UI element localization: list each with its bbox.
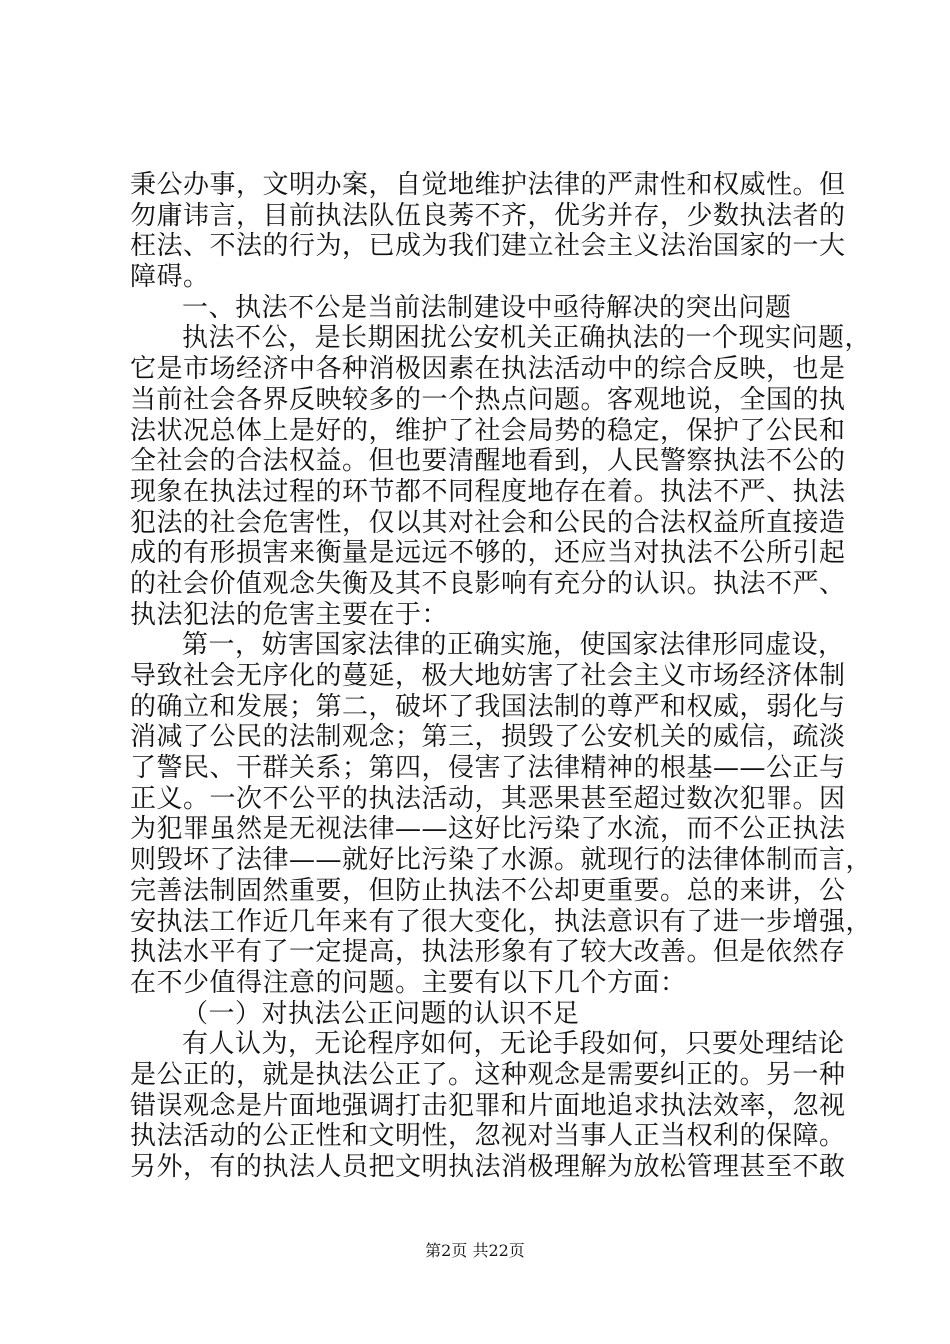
- text-line: 犯法的社会危害性，仅以其对社会和公民的合法权益所直接造: [130, 507, 846, 538]
- page-number-footer: 第2页 共22页: [425, 1241, 525, 1260]
- section-heading: 一、执法不公是当前法制建设中亟待解决的突出问题: [182, 292, 792, 323]
- text-line: 的社会价值观念失衡及其不良影响有充分的认识。执法不严、: [130, 568, 846, 599]
- subsection-heading: （一）对执法公正问题的认识不足: [182, 998, 580, 1029]
- text-line: 则毁坏了法律——就好比污染了水源。就现行的法律体制而言，: [130, 845, 873, 876]
- text-line: 执法水平有了一定提高，执法形象有了较大改善。但是依然存: [130, 937, 846, 968]
- text-line: 秉公办事，文明办案，自觉地维护法律的严肃性和权威性。但: [130, 170, 846, 200]
- text-line: 了警民、干群关系；第四，侵害了法律精神的根基——公正与: [130, 753, 846, 784]
- text-line: 安执法工作近几年来有了很大变化，执法意识有了进一步增强，: [130, 906, 873, 937]
- text-line: 成的有形损害来衡量是远远不够的，还应当对执法不公所引起: [130, 538, 846, 569]
- text-line: 障碍。: [130, 262, 210, 293]
- text-line: 执法犯法的危害主要在于：: [130, 599, 449, 630]
- text-line: 另外，有的执法人员把文明执法消极理解为放松管理甚至不敢: [130, 1152, 846, 1182]
- document-body: [130, 170, 873, 1183]
- text-line: 为犯罪虽然是无视法律——这好比污染了水流，而不公正执法: [130, 814, 846, 845]
- text-line: 它是市场经济中各种消极因素在执法活动中的综合反映，也是: [130, 354, 846, 385]
- text-line: 枉法、不法的行为，已成为我们建立社会主义法治国家的一大: [130, 231, 846, 262]
- text-line: 当前社会各界反映较多的一个热点问题。客观地说，全国的执: [130, 384, 846, 415]
- text-line: 勿庸讳言，目前执法队伍良莠不齐，优劣并存，少数执法者的: [130, 200, 846, 231]
- text-line: 的确立和发展；第二，破坏了我国法制的尊严和权威，弱化与: [130, 691, 846, 722]
- text-line: 导致社会无序化的蔓延，极大地妨害了社会主义市场经济体制: [130, 661, 846, 691]
- text-line: 全社会的合法权益。但也要清醒地看到，人民警察执法不公的: [130, 446, 846, 477]
- text-line: 第一，妨害国家法律的正确实施，使国家法律形同虚设，: [182, 630, 845, 661]
- text-line: 消减了公民的法制观念；第三，损毁了公安机关的威信，疏淡: [130, 722, 846, 753]
- text-line: 错误观念是片面地强调打击犯罪和片面地追求执法效率，忽视: [130, 1090, 846, 1121]
- text-line: 现象在执法过程的环节都不同程度地存在着。执法不严、执法: [130, 476, 846, 507]
- text-line: 执法不公，是长期困扰公安机关正确执法的一个现实问题，: [182, 323, 872, 354]
- text-line: 正义。一次不公平的执法活动，其恶果甚至超过数次犯罪。因: [130, 783, 846, 814]
- text-line: 法状况总体上是好的，维护了社会局势的稳定，保护了公民和: [130, 415, 846, 446]
- text-line: 有人认为，无论程序如何，无论手段如何，只要处理结论: [182, 1029, 845, 1060]
- text-line: 在不少值得注意的问题。主要有以下几个方面：: [130, 967, 687, 998]
- text-line: 执法活动的公正性和文明性，忽视对当事人正当权利的保障。: [130, 1121, 846, 1152]
- text-line: 是公正的，就是执法公正了。这种观念是需要纠正的。另一种: [130, 1059, 846, 1090]
- text-line: 完善法制固然重要，但防止执法不公却更重要。总的来讲，公: [130, 875, 846, 906]
